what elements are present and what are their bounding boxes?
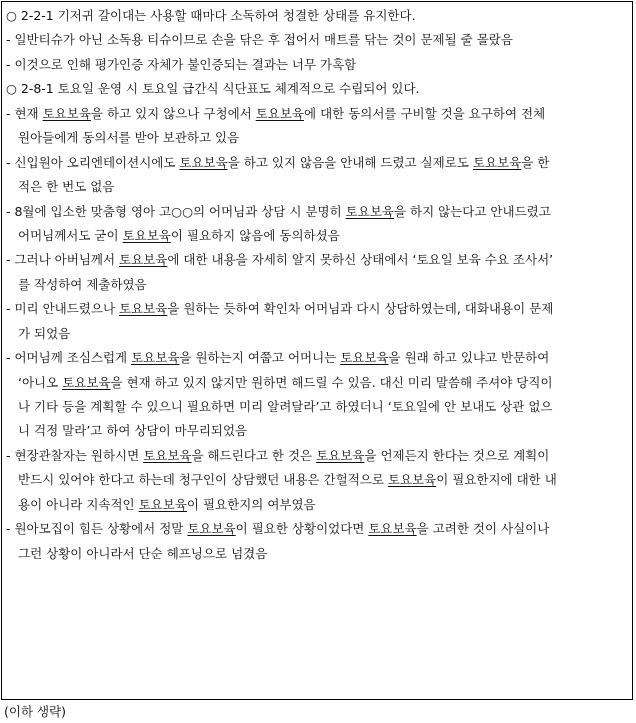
text-span: - 신입원아 오리엔테이션시에도 <box>6 154 180 170</box>
text-span: 을 하고 있지 않음을 안내해 드렸고 실제로도 <box>227 154 473 170</box>
text-span: - 8월에 입소한 맞춤형 영아 고○○의 어머님과 상담 시 분명히 <box>6 203 346 219</box>
text-line <box>6 542 632 566</box>
text-line <box>6 297 632 321</box>
text-span: 에 대한 동의서를 구비할 것을 요구하여 전체 <box>304 105 546 121</box>
underlined-term: 토요보육 <box>368 521 417 537</box>
text-span: 니 걱정 말라’고 하여 상담이 마무리되었음 <box>18 423 248 439</box>
text-line <box>6 77 632 101</box>
underlined-term: 토요보육 <box>255 105 305 121</box>
text-span: 그런 상황이 아니라서 단순 헤프닝으로 넘겼음 <box>18 545 268 561</box>
underlined-term: 토요보육 <box>131 350 180 366</box>
text-span: 을 현재 하고 있지 않지만 원하면 해드릴 수 있음. 대신 미리 말씀해 주셔야 당직이 <box>110 374 553 390</box>
underlined-term: 토요보육 <box>179 154 228 170</box>
text-line <box>6 322 632 346</box>
text-line <box>6 444 632 468</box>
paragraph <box>6 102 632 151</box>
omission-note: (이하 생략) <box>4 704 67 719</box>
text-line <box>6 468 632 492</box>
paragraph <box>6 248 632 297</box>
text-line <box>6 419 632 443</box>
underlined-term: 토요보육 <box>122 227 171 243</box>
underlined-term: 토요보육 <box>345 203 394 219</box>
text-span: 적은 한 번도 없음 <box>18 179 115 195</box>
text-span: 가 되었음 <box>18 325 71 341</box>
text-span: - 어머님께 조심스럽게 <box>6 350 132 366</box>
text-span: 나 기타 등을 계획할 수 있으니 필요하면 미리 알려달라’고 하였더니 ‘토요일에 안 보내도 상관 없으 <box>18 399 553 414</box>
text-line <box>6 248 632 272</box>
text-span: 을 원하는지 여쭙고 어머니는 <box>179 350 341 366</box>
underlined-term: 토요보육 <box>472 154 522 170</box>
underlined-term: 토요보육 <box>42 105 91 121</box>
text-span: 을 원하는 듯하여 확인차 어머님과 다시 상담하였는데, 대화내용이 문제 <box>167 301 554 317</box>
underlined-term: 토요보육 <box>316 447 365 463</box>
paragraph <box>6 444 632 517</box>
text-span: 을 언제든지 한다는 것으로 계획이 <box>364 447 550 463</box>
paragraph <box>6 28 632 52</box>
text-span: 이 필요한지의 여부였음 <box>186 496 316 512</box>
text-span: - 이것으로 인해 평가인증 자체가 불인증되는 결과는 너무 가혹함 <box>6 56 357 72</box>
text-line <box>6 102 632 126</box>
text-line <box>6 493 632 517</box>
paragraph <box>6 346 632 444</box>
text-span: 이 필요한 상황이었다면 <box>235 521 369 537</box>
text-span: - 현재 <box>6 105 43 121</box>
document-body <box>6 4 632 566</box>
text-span: 를 작성하여 제출하였음 <box>18 276 147 292</box>
text-line <box>6 395 632 419</box>
underlined-term: 토요보육 <box>138 496 187 512</box>
underlined-term: 토요보육 <box>143 447 192 463</box>
text-line <box>6 175 632 199</box>
text-span: - 일반티슈가 아닌 소독용 티슈이므로 손을 닦은 후 접어서 매트를 닦는 것이 문제될 줄 몰랐음 <box>6 32 513 48</box>
paragraph <box>6 297 632 346</box>
text-span: ○ 2-2-1 기저귀 갈이대는 사용할 때마다 소독하여 청결한 상태를 유지한다. <box>6 8 416 23</box>
text-span: 이 필요하지 않음에 동의하셨음 <box>170 227 340 243</box>
text-line <box>6 126 632 150</box>
text-span: ‘아니오 <box>18 374 63 390</box>
text-line <box>6 346 632 370</box>
underlined-term: 토요보육 <box>119 301 168 317</box>
text-span: 을 해드린다고 한 것은 <box>191 447 317 463</box>
text-span: 어머님께서도 굳이 <box>18 227 123 243</box>
text-span: 을 하지 않는다고 안내드렸고 <box>393 203 551 219</box>
text-line <box>6 200 632 224</box>
text-line <box>6 4 632 28</box>
text-span: - 현장관찰자는 원하시면 <box>6 447 144 463</box>
text-span: ○ 2-8-1 토요일 운영 시 토요일 급간식 식단표도 체계적으로 수립되어 있다. <box>6 81 420 97</box>
text-span: - 원아모집이 힘든 상황에서 정말 <box>6 521 188 537</box>
paragraph <box>6 77 632 101</box>
paragraph <box>6 4 632 28</box>
text-span: 용이 아니라 지속적인 <box>18 496 139 512</box>
text-span: 이 필요한지에 대한 내 <box>436 472 557 488</box>
text-line <box>6 273 632 297</box>
underlined-term: 토요보육 <box>340 350 389 366</box>
text-span: - 미리 안내드렸으나 <box>6 301 120 317</box>
text-span: 에 대한 내용을 자세히 알지 못하신 상태에서 ‘토요일 보육 수요 조사서’ <box>167 252 554 268</box>
underlined-term: 토요보육 <box>187 521 236 537</box>
text-span: 을 원래 하고 있냐고 반문하여 <box>388 350 550 366</box>
text-span: 을 하고 있지 않으나 구청에서 <box>90 105 256 121</box>
paragraph <box>6 53 632 77</box>
text-line <box>6 53 632 77</box>
text-line <box>6 28 632 52</box>
text-span: - 그러나 아버님께서 <box>6 252 120 268</box>
underlined-term: 토요보육 <box>119 252 168 268</box>
text-line <box>6 151 632 175</box>
underlined-term: 토요보육 <box>387 472 437 488</box>
text-line <box>6 224 632 248</box>
paragraph <box>6 517 632 566</box>
paragraph <box>6 151 632 200</box>
content-frame <box>1 1 633 700</box>
text-line <box>6 371 632 395</box>
text-span: 을 고려한 것이 사실이나 <box>416 521 550 537</box>
text-span: 을 한 <box>521 154 550 170</box>
text-span: 원아들에게 동의서를 받아 보관하고 있음 <box>18 130 240 146</box>
underlined-term: 토요보육 <box>62 374 111 390</box>
paragraph <box>6 200 632 249</box>
text-span: 반드시 있어야 한다고 하는데 청구인이 상담했던 내용은 간헐적으로 <box>18 472 388 488</box>
text-line <box>6 517 632 541</box>
